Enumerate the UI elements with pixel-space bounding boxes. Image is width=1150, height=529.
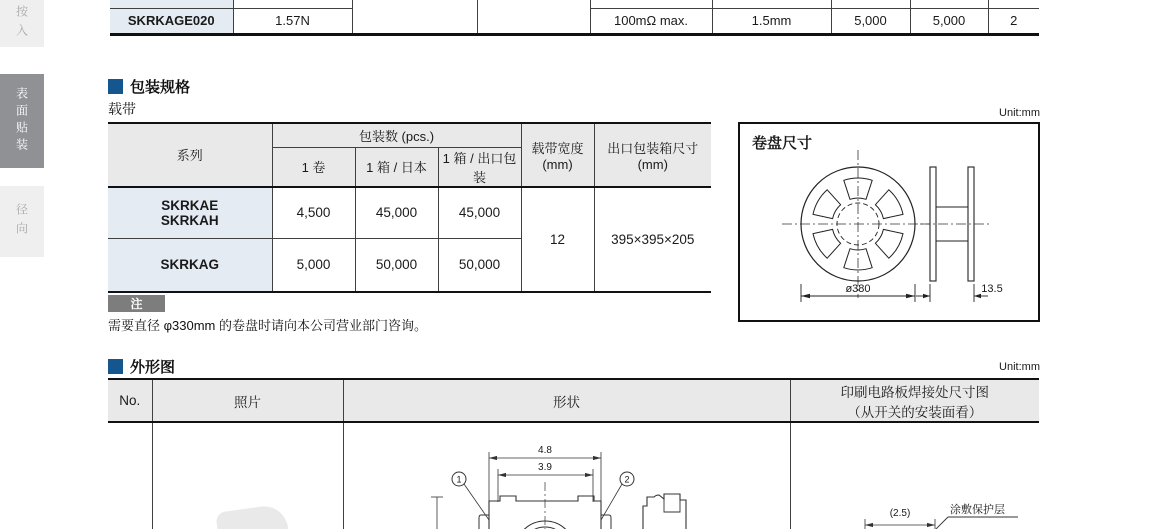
outline-section-header: [108, 356, 175, 377]
note-badge: 注: [108, 295, 165, 312]
qty-box-export: 50,000: [438, 239, 521, 291]
spec-contact-resistance: 100mΩ max.: [590, 8, 712, 33]
tape-width-value: 12: [521, 187, 594, 291]
outline-no-cell: [108, 422, 152, 529]
reel-width-label: 13.5: [981, 283, 1003, 295]
reel-dimensions-box: [738, 122, 1040, 322]
packaging-unit-label: Unit:mm: [999, 107, 1040, 119]
col-1-box-export: 1 箱 / 出口包装: [438, 147, 521, 187]
sidebar-tab-radial-label: 径向: [14, 202, 29, 241]
reel-drawing: [740, 124, 1038, 320]
outline-unit-label: Unit:mm: [999, 361, 1040, 373]
section-square-icon: [108, 359, 123, 374]
qty-reel: 5,000: [272, 239, 355, 291]
spec-operating-force: 1.57N: [233, 8, 352, 33]
export-box-value: 395×395×205: [594, 187, 711, 291]
spec-qty-3: 2: [988, 8, 1039, 33]
spec-qty-1: 5,000: [831, 8, 910, 33]
reel-diameter-label: ø380: [845, 283, 871, 295]
table-row: [108, 187, 711, 239]
series-skrkae-skrkah: SKRKAE SKRKAH: [108, 187, 272, 239]
spec-qty-2: 5,000: [910, 8, 988, 33]
col-series: 系列: [108, 124, 272, 187]
col-1-box-japan: 1 箱 / 日本: [355, 147, 438, 187]
series-skrkag: SKRKAG: [108, 239, 272, 291]
callout-1-icon: 1: [456, 474, 462, 485]
reel-dimensions-title: 卷盘尺寸: [752, 135, 813, 152]
note-text: 需要直径 φ330mm 的卷盘时请向本公司营业部门咨询。: [108, 318, 428, 333]
dim-4-8: 4.8: [538, 445, 552, 456]
packaging-section-header: [108, 76, 190, 97]
carrier-tape-label: 载带: [108, 101, 136, 117]
outline-section-title: 外形图: [130, 359, 176, 376]
sidebar-tab-push-label: 按入: [14, 4, 29, 43]
qty-box-japan: 45,000: [355, 187, 438, 239]
qty-reel: 4,500: [272, 187, 355, 239]
qty-box-export: 45,000: [438, 187, 521, 239]
col-qty: 包装数 (pcs.): [272, 124, 521, 147]
switch-shape-drawing: [343, 422, 790, 529]
col-shape: 形状: [343, 380, 790, 422]
sidebar-tab-smd-label: 表面贴装: [14, 87, 29, 155]
spec-cell-prev: [110, 0, 233, 8]
spec-travel: 1.5mm: [712, 8, 831, 33]
pcb-pattern-drawing: [790, 422, 1039, 529]
dim-3-9: 3.9: [538, 462, 552, 473]
sidebar-tab-radial[interactable]: [0, 186, 44, 257]
callout-2-icon: 2: [624, 474, 630, 485]
sidebar-tab-smd[interactable]: [0, 74, 44, 168]
section-square-icon: [108, 79, 123, 94]
col-export-box: 出口包装箱尺寸 (mm): [594, 124, 711, 187]
col-pcb-pattern: 印刷电路板焊接处尺寸图 （从开关的安装面看）: [790, 380, 1039, 422]
col-1-reel: 1 卷: [272, 147, 355, 187]
qty-box-japan: 50,000: [355, 239, 438, 291]
packaging-table: [108, 122, 711, 293]
col-no: No.: [108, 380, 152, 422]
col-photo: 照片: [152, 380, 343, 422]
spec-part-number: SKRKAGE020: [110, 8, 233, 33]
col-tape-width: 载带宽度 (mm): [521, 124, 594, 187]
sidebar-tab-push[interactable]: [0, 0, 44, 47]
coating-layer-label: 涂敷保护层: [950, 504, 1005, 516]
packaging-section-title: 包装规格: [130, 79, 191, 96]
spec-table-cutoff: [110, 0, 1039, 36]
dim-2-5: (2.5): [889, 508, 911, 519]
